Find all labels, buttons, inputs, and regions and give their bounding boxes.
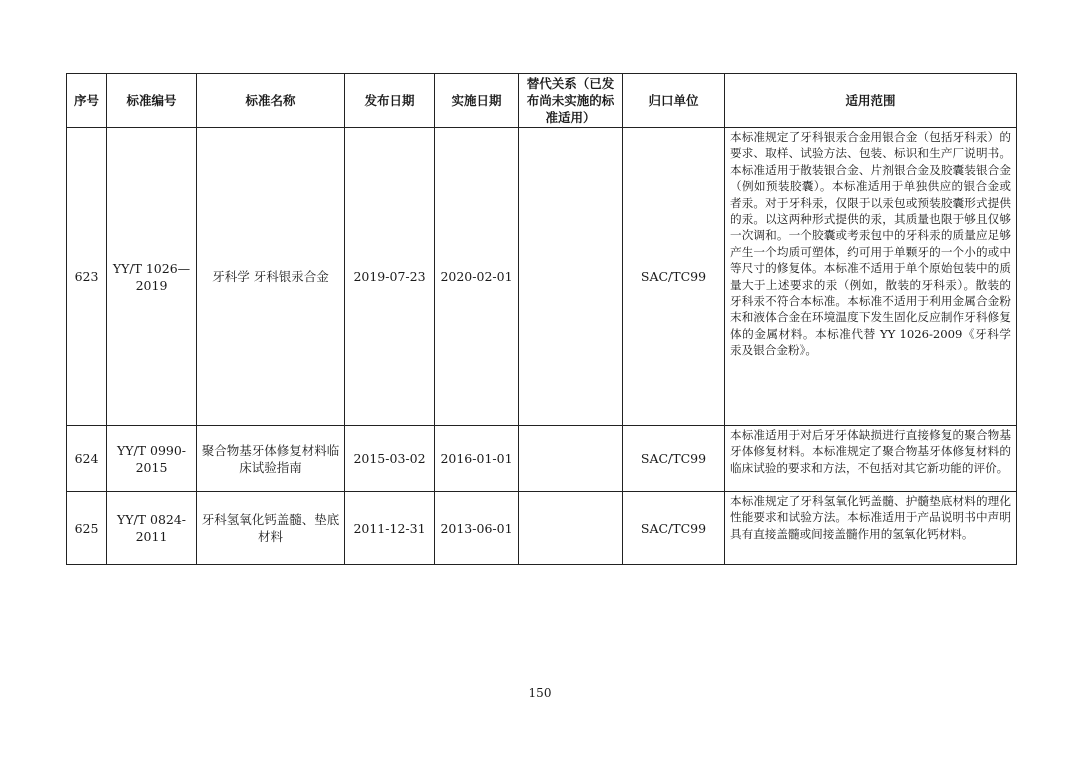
cell-name: 牙科学 牙科银汞合金: [197, 128, 345, 426]
cell-scope: 本标准适用于对后牙牙体缺损进行直接修复的聚合物基牙体修复材料。本标准规定了聚合物基牙体修复材料的临床试验的要求和方法，不包括对其它新功能的评价。: [725, 426, 1017, 492]
page-number: 150: [528, 686, 552, 700]
cell-code: YY/T 0824-2011: [107, 492, 197, 565]
cell-unit: SAC/TC99: [623, 492, 725, 565]
table-row: [67, 426, 1017, 492]
cell-pub-date: 2015-03-02: [345, 426, 435, 492]
header-code: 标准编号: [107, 74, 197, 128]
cell-name: 聚合物基牙体修复材料临床试验指南: [197, 426, 345, 492]
cell-replace: [519, 426, 623, 492]
header-unit: 归口单位: [623, 74, 725, 128]
table-header-row: [67, 74, 1017, 128]
cell-scope: 本标准规定了牙科银汞合金用银合金（包括牙科汞）的要求、取样、试验方法、包装、标识和生产厂说明书。本标准适用于散装银合金、片剂银合金及胶囊装银合金（例如预装胶囊）。本标准适用于单独供应的银合金或者汞。对于牙科汞，仅限于以汞包或预装胶囊形式提供的汞。以这两种形式提供的汞，其质量也限于够且仅够一次调和。一个胶囊或考汞包中的牙科汞的质量应足够产生一个均质可塑体，约可用于单颗牙的一个小的或中等尺寸的修复体。本标准不适用于单个原始包装中的质量大于上述要求的汞（例如，散装的牙科汞）。散装的牙科汞不符合本标准。本标准不适用于利用金属合金粉末和液体合金在环境温度下发生固化反应制作牙科修复体的金属材料。本标准代替 YY 1026-2009《牙科学 汞及银合金粉》。: [725, 128, 1017, 426]
header-seq: 序号: [67, 74, 107, 128]
cell-unit: SAC/TC99: [623, 128, 725, 426]
header-pub-date: 发布日期: [345, 74, 435, 128]
cell-replace: [519, 128, 623, 426]
header-replace: 替代关系（已发布尚未实施的标准适用）: [519, 74, 623, 128]
cell-scope: 本标准规定了牙科氢氧化钙盖髓、护髓垫底材料的理化性能要求和试验方法。本标准适用于产品说明书中声明具有直接盖髓或间接盖髓作用的氢氧化钙材料。: [725, 492, 1017, 565]
cell-seq: 625: [67, 492, 107, 565]
cell-impl-date: 2016-01-01: [435, 426, 519, 492]
header-impl-date: 实施日期: [435, 74, 519, 128]
cell-unit: SAC/TC99: [623, 426, 725, 492]
cell-code: YY/T 1026—2019: [107, 128, 197, 426]
cell-pub-date: 2019-07-23: [345, 128, 435, 426]
header-scope: 适用范围: [725, 74, 1017, 128]
cell-impl-date: 2013-06-01: [435, 492, 519, 565]
cell-seq: 623: [67, 128, 107, 426]
cell-code: YY/T 0990-2015: [107, 426, 197, 492]
cell-pub-date: 2011-12-31: [345, 492, 435, 565]
cell-replace: [519, 492, 623, 565]
cell-name: 牙科氢氧化钙盖髓、垫底材料: [197, 492, 345, 565]
cell-seq: 624: [67, 426, 107, 492]
cell-impl-date: 2020-02-01: [435, 128, 519, 426]
header-name: 标准名称: [197, 74, 345, 128]
table-row: [67, 492, 1017, 565]
table-row: [67, 128, 1017, 426]
standards-table: [66, 73, 1017, 565]
